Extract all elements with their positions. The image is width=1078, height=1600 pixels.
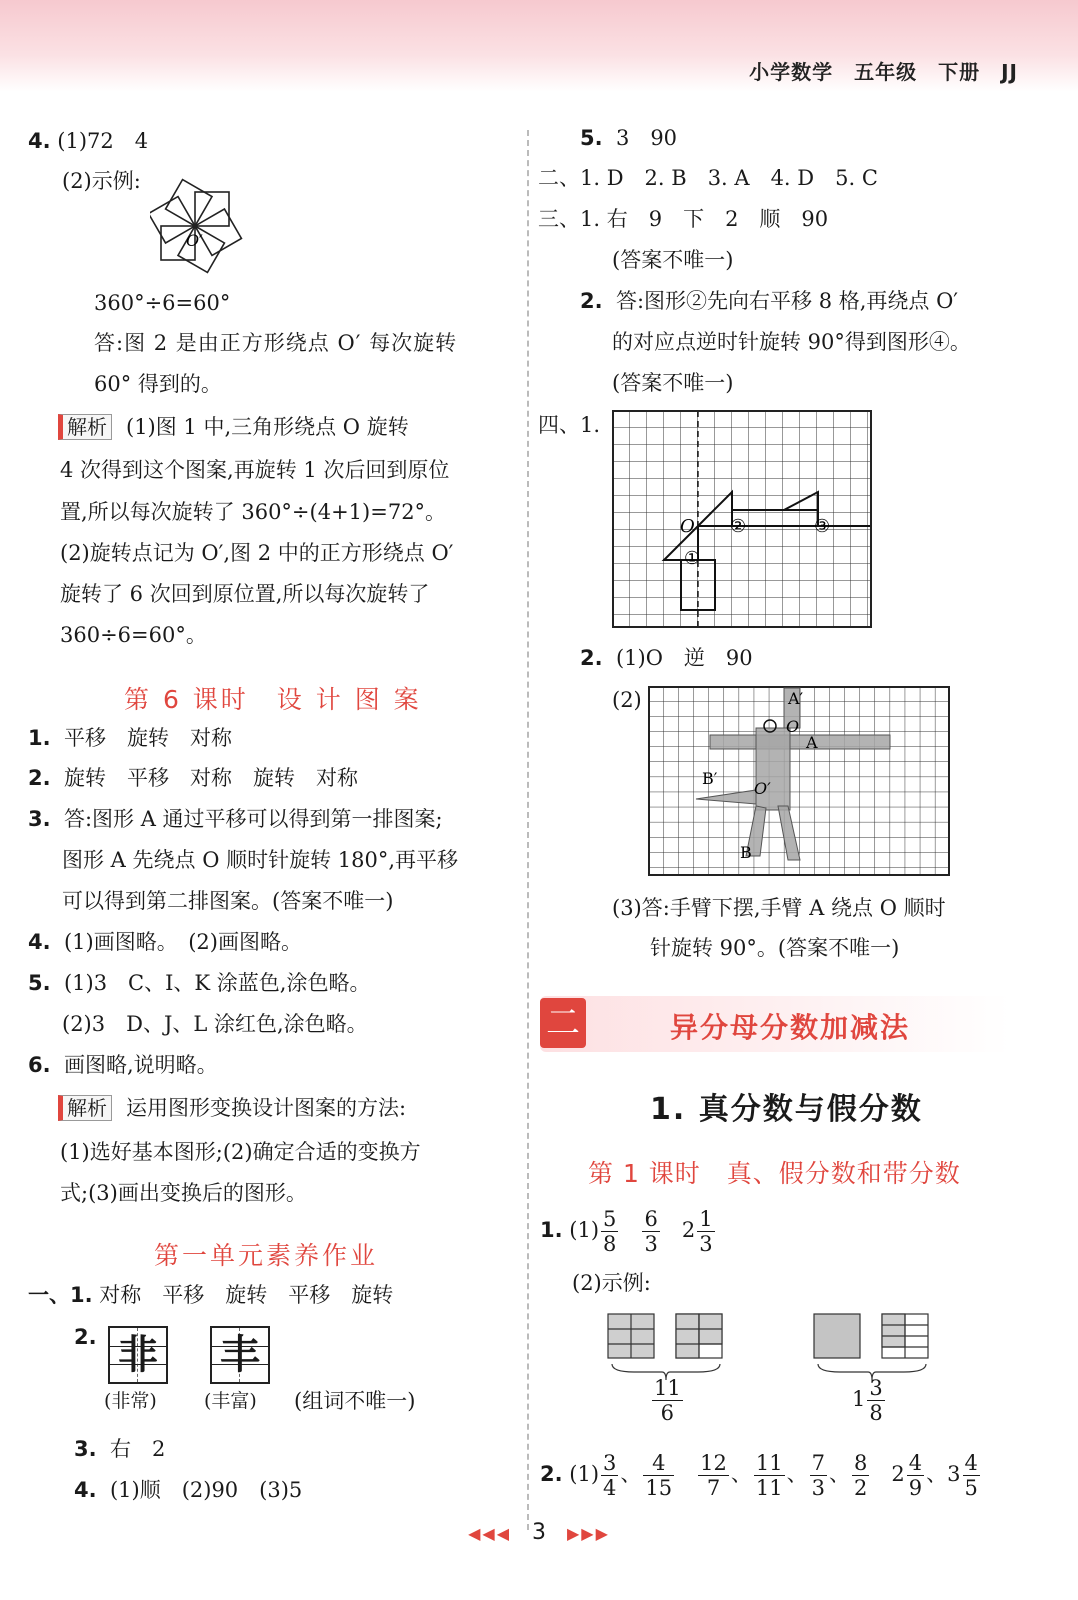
char-fengfu-box [210,1326,270,1384]
q4-answer-b: 60° 得到的。 [94,372,222,396]
char-fei: 非 [118,1332,158,1378]
r-part4-q2-3b: 针旋转 90°。(答案不唯一) [650,936,900,960]
g2-b-label: B [740,843,752,862]
r-part3-q2-b: 的对应点逆时针旋转 90°得到图形④。 [612,330,971,354]
fraction: $\frac{3}{8}$ [869,1376,883,1425]
analysis-2-line-c: 式;(3)画出变换后的图形。 [60,1181,307,1205]
analysis-1-line-c: 置,所以每次旋转了 360°÷(4+1)=72°。 [60,500,447,524]
l6-q3-c: 可以得到第二排图案。(答案不唯一) [62,889,394,913]
page-footer [0,1520,1078,1545]
fraction: $\frac{8}{2}$ [854,1451,868,1500]
word-feichang: (非常) [104,1390,157,1412]
r-part4-q1: 四、1. [538,413,601,437]
r-part4-q2: 2. (1)O 逆 90 [580,646,753,670]
g2-b-prime-label: B′ [702,769,718,788]
lesson-6-title: 第 6 课时 设 计 图 案 [124,685,422,714]
q4-line: 4. (1)72 4 [28,129,149,153]
unit-homework-title: 第一单元素养作业 [154,1241,379,1270]
g2-o-prime-label: O′ [754,779,771,798]
fraction: $\frac{4}{5}$ [964,1451,978,1500]
fraction: $\frac{6}{3}$ [644,1207,658,1256]
column-divider [527,130,529,1530]
model-2-fraction: 1 $\frac{3}{8}$ [852,1376,883,1425]
r-q5: 5. 3 90 [580,126,678,150]
model-1-fraction [650,1376,685,1425]
analysis-1-line-e: 旋转了 6 次回到原位置,所以每次旋转了 [60,582,430,606]
r-part3-q2: 2. 答:图形②先向右平移 8 格,再绕点 O′ [580,289,959,313]
grid-figure-2 [648,686,952,878]
word-fengfu: (丰富) [204,1390,257,1412]
chapter-title: 异分母分数加减法 [670,1011,911,1044]
g2-o-label: O [786,717,800,736]
analysis-2-line-a: 解析 运用图形变换设计图案的方法: [58,1093,406,1123]
l6-q5: 5. (1)3 C、I、K 涂蓝色,涂色略。 [28,971,371,995]
page-number: 3 [532,1520,546,1545]
fraction: $\frac{4}{9}$ [908,1451,923,1500]
word-note: (组词不唯一) [294,1389,416,1413]
r-part3-q2-c: (答案不唯一) [612,371,734,395]
g1-shape-2-label: ② [730,516,747,537]
g1-shape-3-label: ③ [814,516,831,537]
r-part2: 二、1. D 2. B 3. A 4. D 5. C [538,166,878,190]
l6-q4: 4. (1)画图略。 (2)画图略。 [28,930,302,954]
l6-q3-b: 图形 A 先绕点 O 顺时针旋转 180°,再平移 [62,848,459,872]
q4-example-label: (2)示例: [62,169,141,193]
fraction: $\frac{4}{15}$ [645,1451,673,1500]
analysis-1-line-d: (2)旋转点记为 O′,图 2 中的正方形绕点 O′ [60,541,454,565]
analysis-1-line-b: 4 次得到这个图案,再旋转 1 次后回到原位 [60,458,450,482]
g1-shape-1-label: ① [684,548,701,569]
p-q2: 2. (1) $\frac{3}{4}$ 、 $\frac{4}{15}$ $\frac{12}{7}$ 、 $\frac{11}{11}$ 、 $\frac{7}{3}$ 、 $\frac{8}{2}$ 2 $\frac{4}{9}$ 、3 $\frac{4}{5}$ [540,1451,978,1500]
u-q3: 3. 右 2 [74,1437,166,1461]
u-q1: 一、1. 对称 平移 旋转 平移 旋转 [28,1283,394,1307]
analysis-2-line-b: (1)选好基本图形;(2)确定合适的变换方 [60,1140,421,1164]
l6-q6: 6. 画图略,说明略。 [28,1053,218,1077]
fraction: $\frac{1}{3}$ [699,1207,713,1256]
l6-q5-b: (2)3 D、J、L 涂红色,涂色略。 [62,1012,368,1036]
rotated-squares-figure [150,164,250,274]
r-part4-q2-3a: (3)答:手臂下摆,手臂 A 绕点 O 顺时 [612,896,946,920]
fraction: $\frac{12}{7}$ [700,1451,727,1500]
analysis-1-line-a: 解析 (1)图 1 中,三角形绕点 O 旋转 [58,412,409,442]
book-title: 小学数学 五年级 下册 JJ [749,60,1018,84]
g1-o-label: O [680,516,695,537]
q4-answer-a: 答:图 2 是由正方形绕点 O′ 每次旋转 [94,331,458,355]
p-q1-2: (2)示例: [572,1271,651,1295]
fraction: $\frac{5}{8}$ [603,1207,617,1256]
chapter-banner [540,996,1010,1052]
prev-arrows-icon: ◀◀◀ [468,1524,512,1543]
l6-q3: 3. 答:图形 A 通过平移可以得到第一排图案; [28,807,443,831]
p-q1: 1. (1) $\frac{5}{8}$ $\frac{6}{3}$ 2 $\frac{1}{3}$ [540,1207,713,1256]
point-o-prime-label: O′ [186,231,203,250]
fraction: $\frac{7}{3}$ [811,1451,826,1500]
q4-calc: 360°÷6=60° [94,291,231,315]
analysis-1-line-f: 360÷6=60°。 [60,623,207,647]
r-part4-q2-2: (2) [612,688,642,712]
section-title: 1. 真分数与假分数 [650,1092,923,1127]
analysis-badge: 解析 [58,1095,112,1121]
fraction: $\frac{3}{4}$ [603,1451,617,1500]
fraction: $\frac{11}{6}$ [654,1376,681,1425]
char-feng: 丰 [220,1332,260,1378]
r-part3-q1: 三、1. 右 9 下 2 顺 90 [538,207,829,231]
char-feichang-box [108,1326,168,1384]
l6-q2: 2. 旋转 平移 对称 旋转 对称 [28,766,358,790]
grid-figure-1 [612,410,874,630]
u-q4: 4. (1)顺 (2)90 (3)5 [74,1478,303,1502]
u-q2-num: 2. [74,1325,97,1349]
l6-q1: 1. 平移 旋转 对称 [28,726,232,750]
fraction: $\frac{11}{11}$ [755,1451,783,1500]
r-part3-q1-note: (答案不唯一) [612,248,734,272]
g2-a-label: A [806,733,818,752]
chapter-number: 二 [540,998,586,1048]
g2-a-prime-label: A′ [788,689,804,708]
lesson-1-title: 第 1 课时 真、假分数和带分数 [588,1159,961,1188]
next-arrows-icon: ▶▶▶ [566,1524,610,1543]
analysis-badge: 解析 [58,414,112,440]
